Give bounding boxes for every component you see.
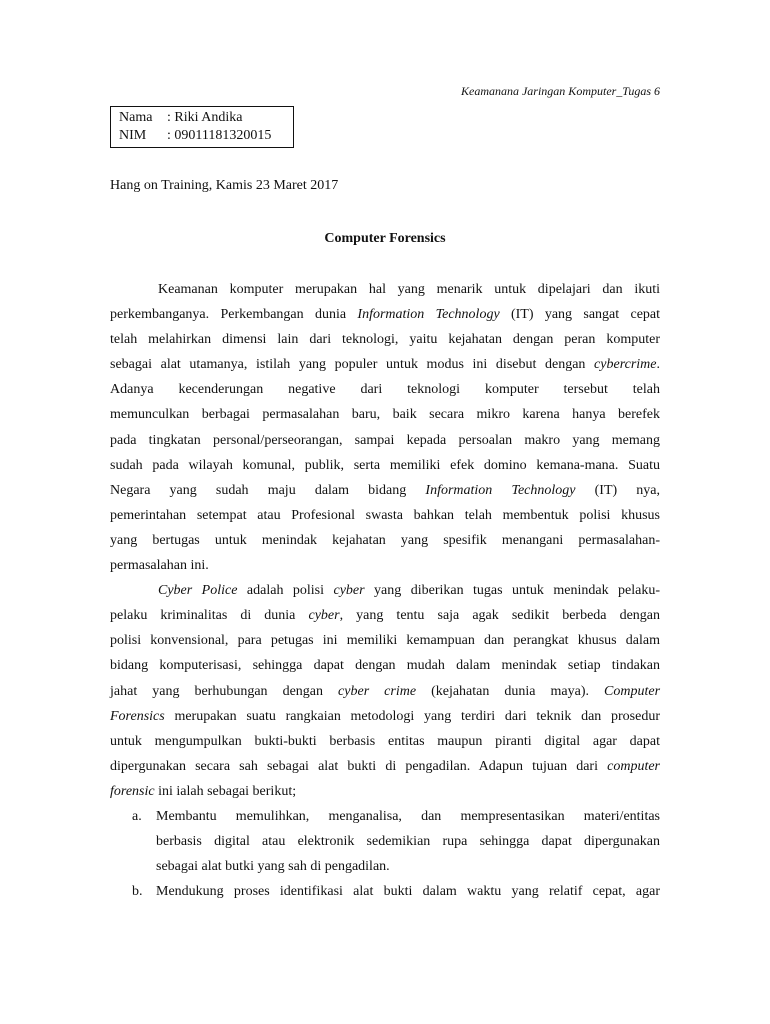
para1-line	[110, 377, 660, 402]
text-span: yang diberikan tugas untuk menindak pelaku-	[374, 583, 661, 599]
document-title: Computer Forensics	[324, 231, 446, 246]
italic-term: Information Technology	[425, 482, 576, 498]
italic-term: cyber	[308, 608, 340, 624]
text-span: sebagai alat utamanya, istilah yang populer untuk modus ini disebut dengan	[110, 357, 586, 373]
name-label: Nama	[119, 110, 153, 125]
italic-term: cyber crime	[338, 683, 417, 699]
text-span: permasalahan ini.	[110, 558, 209, 574]
text-span: bidang komputerisasi, sehingga dapat dengan mudah dalam menindak setiap tindakan	[110, 658, 660, 674]
text-span: (kejahatan dunia maya).	[431, 683, 589, 699]
para1-line	[110, 478, 660, 503]
text-span: ini ialah sebagai berikut;	[158, 783, 297, 799]
list-line	[156, 879, 660, 904]
text-span: untuk mengumpulkan bukti-bukti berbasis entitas maupun piranti digital agar dapat	[110, 733, 660, 749]
para1-line	[110, 327, 660, 352]
nim-value: : 09011181320015	[167, 128, 272, 143]
text-span: pelaku kriminalitas di dunia	[110, 608, 296, 624]
para2-line	[110, 603, 660, 628]
list-item	[110, 879, 660, 904]
para1-line	[110, 302, 660, 327]
text-span: Membantu memulihkan, menganalisa, dan mempresentasikan materi/entitas	[156, 808, 660, 824]
text-span: adalah polisi	[246, 583, 325, 599]
text-span: yang bertugas untuk menindak kejahatan yang spesifik menangani permasalahan-	[110, 532, 660, 548]
para2-line	[110, 578, 660, 603]
italic-term: computer	[607, 758, 661, 774]
text-span: (IT) yang sangat cepat	[510, 307, 661, 323]
text-span: perkembanganya. Perkembangan dunia	[110, 307, 347, 323]
para2-line	[110, 704, 660, 729]
text-span: .	[656, 357, 660, 373]
italic-term: Computer	[604, 683, 661, 699]
list-line	[156, 854, 660, 879]
text-span: sudah pada wilayah komunal, publik, serta memiliki efek domino kemana-mana. Suatu	[110, 457, 660, 473]
running-header: Keamanana Jaringan Komputer_Tugas 6	[460, 84, 660, 98]
text-span: dipergunakan secara sah sebagai alat bukti di pengadilan. Adapun tujuan dari	[110, 758, 598, 774]
identity-box	[110, 106, 294, 148]
text-span: polisi konvensional, para petugas ini memiliki kemampuan dan perangkat khusus dalam	[110, 633, 660, 649]
para1-line	[110, 453, 660, 478]
para1-line	[110, 428, 660, 453]
text-span: Mendukung proses identifikasi alat bukti dalam waktu yang relatif cepat, agar	[156, 884, 660, 900]
text-span: memunculkan berbagai permasalahan baru, baik secara mikro karena hanya berefek	[110, 407, 660, 423]
para2-line	[110, 729, 660, 754]
text-span: berbasis digital atau elektronik sedemikian rupa sehingga dapat dipergunakan	[156, 834, 660, 850]
para2-line	[110, 628, 660, 653]
nim-label: NIM	[119, 128, 147, 143]
text-span: (IT) nya,	[594, 482, 661, 498]
list-item	[110, 804, 660, 879]
italic-term: Cyber Police	[158, 583, 238, 599]
para2-line	[110, 679, 660, 704]
text-span: jahat yang berhubungan dengan	[110, 683, 324, 699]
name-value: : Riki Andika	[167, 110, 243, 125]
para1-line	[110, 352, 660, 377]
text-span: Adanya kecenderungan negative dari teknologi komputer tersebut telah	[110, 382, 660, 398]
text-span: pemerintahan setempat atau Profesional swasta bahkan telah membentuk polisi khusus	[110, 507, 660, 523]
text-span: sebagai alat butki yang sah di pengadilan.	[156, 859, 390, 875]
list-marker: a.	[132, 808, 142, 824]
italic-term: forensic	[110, 783, 155, 799]
list-marker: b.	[132, 884, 143, 900]
para1-line	[110, 528, 660, 553]
para2-line	[110, 653, 660, 678]
para2-line	[110, 779, 660, 804]
body-text	[110, 277, 660, 904]
para1-line	[110, 553, 660, 578]
text-span: , yang tentu saja agak sedikit berbeda dengan	[339, 608, 661, 624]
para2-line	[110, 754, 660, 779]
text-span: telah melahirkan dimensi lain dari teknologi, yaitu kejahatan dengan peran komputer	[110, 332, 660, 348]
text-span: Keamanan komputer merupakan hal yang menarik untuk dipelajari dan ikuti	[158, 282, 660, 297]
para1-line	[110, 277, 660, 302]
list-line	[156, 829, 660, 854]
italic-term: cybercrime	[594, 357, 657, 373]
date-line: Hang on Training, Kamis 23 Maret 2017	[110, 178, 339, 193]
italic-term: Forensics	[110, 708, 165, 724]
text-span: pada tingkatan personal/perseorangan, sampai kepada persoalan makro yang memang	[110, 432, 660, 448]
italic-term: cyber	[333, 583, 365, 599]
para1-line	[110, 503, 660, 528]
name-row	[119, 109, 285, 127]
text-span: Negara yang sudah maju dalam bidang	[110, 482, 407, 498]
text-span: merupakan suatu rangkaian metodologi yang terdiri dari teknik dan prosedur	[174, 708, 661, 724]
para1-line	[110, 402, 660, 427]
italic-term: Information Technology	[357, 307, 500, 323]
nim-row	[119, 127, 285, 145]
list-line	[156, 804, 660, 829]
